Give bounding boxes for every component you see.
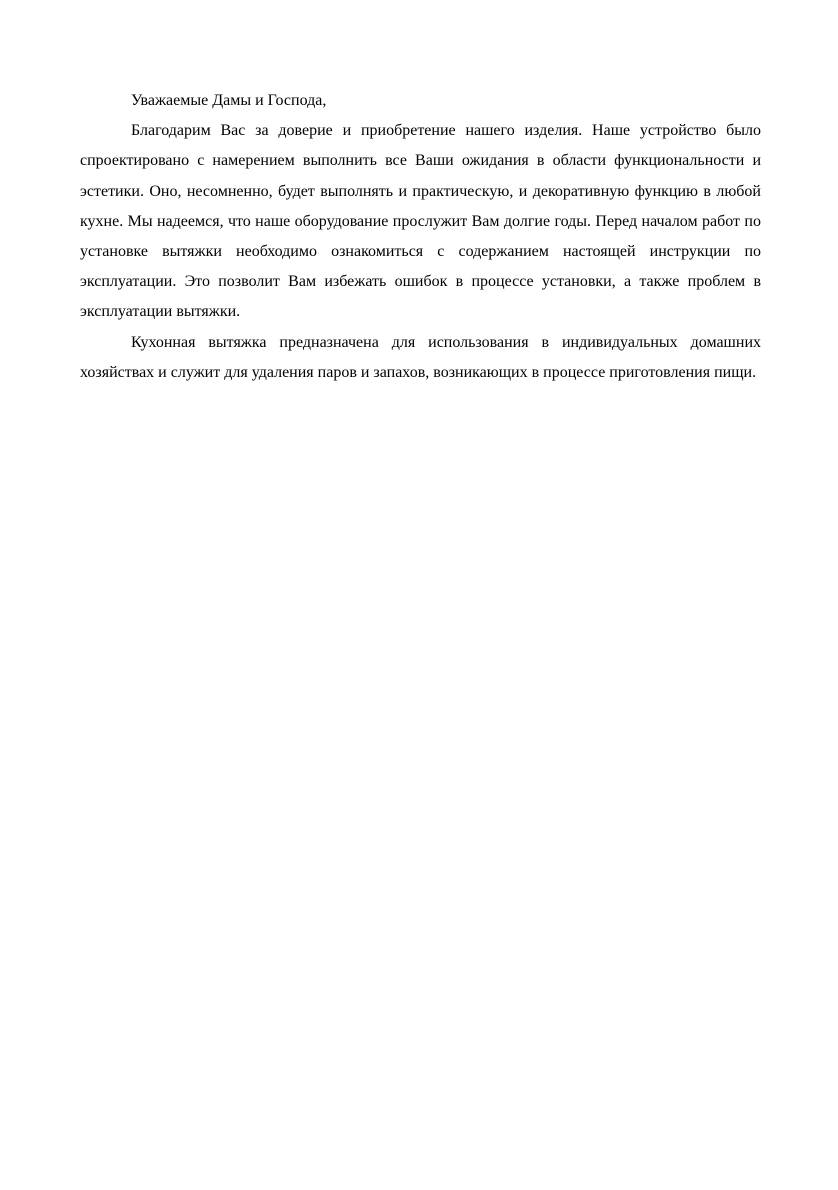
document-page [80, 86, 761, 388]
purpose-paragraph: Кухонная вытяжка предназначена для использования в индивидуальных домашних хозяйствах и служит для удаления паров и запахов, возникающих в процессе приготовления пищи. [80, 333, 761, 381]
intro-paragraph: Благодарим Вас за доверие и приобретение нашего изделия. Наше устройство было спроектировано с намерением выполнить все Ваши ожидания в области функциональности и эстетики. Оно, несомненно, будет выполнять и практическую, и декоративную функцию в любой кухне. Мы надеемся, что наше оборудование прослужит Вам долгие годы. Перед началом работ по установке вытяжки необходимо ознакомиться с содержанием настоящей инструкции по эксплуатации. Это позволит Вам избежать ошибок в процессе установки, а также проблем в эксплуатации вытяжки. [80, 122, 761, 321]
greeting-line: Уважаемые Дамы и Господа, [131, 92, 327, 109]
